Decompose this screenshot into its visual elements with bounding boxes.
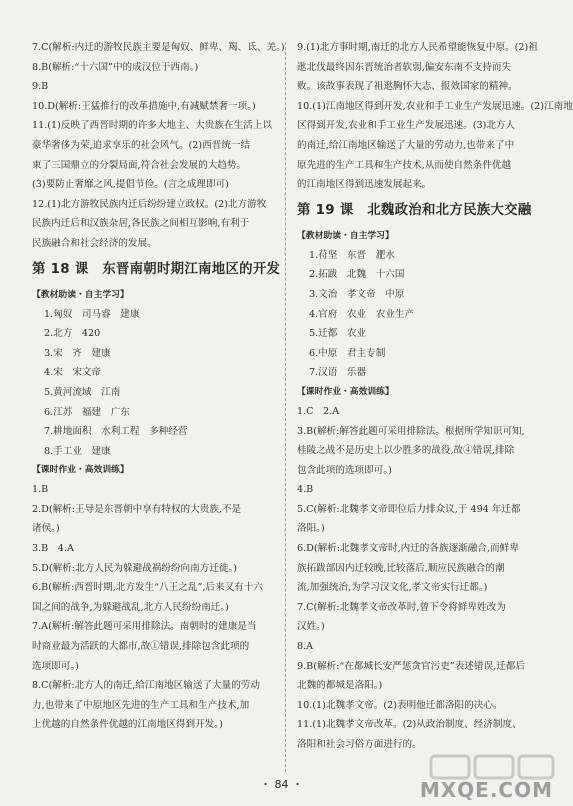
answer-line: 10.(1)江南地区得到开发,农业和手工业生产发展迅速。(2)江南地 bbox=[297, 100, 573, 112]
answer-line: 10.D(解析:王猛推行的改革措施中,有减赋禁奢一项。) bbox=[32, 100, 256, 112]
self-study-item: 8.手工业 建康 bbox=[44, 445, 111, 457]
answer-line: 8.A bbox=[297, 641, 314, 653]
answer-line: 7.C(解析:北魏孝文帝改革时,曾下令将鲜卑姓改为 bbox=[297, 601, 506, 613]
right-column bbox=[297, 38, 573, 755]
answer-line: 7.A(解析:解答此题可采用排除法。南朝时的建康是当 bbox=[32, 621, 257, 633]
column-divider bbox=[285, 42, 286, 772]
answer-line: 7.C(解析:内迁的游牧民族主要是匈奴、鲜卑、羯、氐、羌。) bbox=[32, 42, 285, 53]
answer-line: 6.B(解析:西晋时期,北方发生“八王之乱”,后来又有十六 bbox=[32, 582, 263, 594]
answer-line: 区得到开发,农业和手工业生产发展迅速。(3)北方人 bbox=[297, 120, 516, 132]
section-self-study-19: 【教材助读・自主学习】 bbox=[297, 230, 394, 241]
answer-line: 力,也带来了中原地区先进的生产工具和生产技术,加 bbox=[32, 699, 250, 711]
self-study-item: 2.拓跋 北魏 十六国 bbox=[309, 269, 405, 281]
answer-line: 民族融合和社会经济的发展。 bbox=[32, 237, 157, 249]
lesson-19-homework-answers bbox=[297, 402, 539, 755]
answer-line: 5.D(解析:北方人民为躲避战祸纷纷向南方迁徙。) bbox=[32, 562, 238, 574]
answer-line: 8.C(解析:北方人的南迁,给江南地区输送了大量的劳动 bbox=[32, 680, 260, 692]
lesson-19-title: 第 19 课 北魏政治和北方民族大交融 bbox=[297, 202, 532, 218]
self-study-item: 5.迁都 农业 bbox=[309, 328, 367, 340]
answer-line: 12.(1)北方游牧民族内迁后纷纷建立政权。(2)北方游牧 bbox=[32, 198, 267, 210]
answer-line: 北魏的都城是洛阳。) bbox=[297, 680, 383, 692]
self-study-item: 2.北方 420 bbox=[44, 328, 101, 340]
answer-line: 3.B(解析:解答此题可采用排除法。根据所学知识可知, bbox=[297, 425, 525, 437]
answer-line: 桂陵之战不是历史上以少胜多的战役,故④错误,排除 bbox=[297, 445, 515, 457]
answer-line: 原先进的生产工具和生产技术,从而使自然条件优越 bbox=[297, 159, 512, 171]
answer-line: 11.(1)北魏孝文帝改革。(2)从政治制度、经济制度、 bbox=[297, 719, 522, 731]
answer-line: 诸侯。) bbox=[32, 523, 60, 535]
answer-line: 的南迁,给江南地区输送了大量的劳动力,也带来了中 bbox=[297, 139, 515, 151]
answer-line: 4.B bbox=[297, 484, 314, 496]
answer-line: 6.D(解析:北魏孝文帝时,内迁的各族逐渐融合,而鲜卑 bbox=[297, 543, 519, 555]
answer-line: 1.B bbox=[32, 484, 49, 496]
answer-line: 败。该故事表现了祖逖胸怀大志、报效国家的精神。 bbox=[297, 81, 518, 93]
answer-line: 汉姓。) bbox=[297, 621, 325, 633]
page-number: ・ 84 ・ bbox=[260, 778, 303, 791]
lesson-19-self-study-items bbox=[297, 246, 539, 383]
lesson-18-title: 第 18 课 东晋南朝时期江南地区的开发 bbox=[32, 261, 281, 277]
answer-line: 11.(1)反映了西晋时期的许多大地主、大贵族在生活上以 bbox=[32, 120, 272, 132]
left-top-answers bbox=[32, 38, 285, 254]
self-study-item: 7.汉语 乐器 bbox=[309, 367, 367, 379]
watermark-text: MXQE.COM bbox=[419, 778, 553, 802]
answer-line: 时商业最为活跃的大都市,故①错误,排除包含此项的 bbox=[32, 641, 250, 653]
answer-line: 上优越的自然条件优越的江南地区得到开发。) bbox=[32, 719, 223, 731]
self-study-item: 4.官府 农业 农业生产 bbox=[309, 308, 415, 320]
answer-line: 1.C 2.A bbox=[297, 405, 340, 417]
answer-line: 5.C(解析:北魏孝文帝即位后力排众议,于 494 年迁都 bbox=[297, 503, 521, 515]
answer-line: 9.B bbox=[32, 81, 49, 93]
answer-line: 9.B(解析:“在都城长安严惩贪官污吏”表述错误,迁都后 bbox=[297, 660, 525, 672]
answer-line: 洛阳。) bbox=[297, 523, 325, 535]
self-study-item: 1.苻坚 东晋 淝水 bbox=[309, 249, 395, 261]
answer-line: 的江南地区得到迅速发展起来。 bbox=[297, 179, 432, 191]
section-homework-18: 【课时作业・高效训练】 bbox=[32, 465, 129, 476]
answer-line: 洛阳和社会习俗方面进行的。 bbox=[297, 739, 422, 750]
section-homework-19: 【课时作业・高效训练】 bbox=[297, 386, 394, 397]
answer-line: 民族内迁后和汉族杂居,各民族之间相互影响,有利于 bbox=[32, 218, 250, 230]
self-study-item: 6.江苏 福建 广东 bbox=[44, 406, 130, 418]
self-study-item: 6.中原 君主专制 bbox=[309, 347, 386, 359]
answer-line: 8.B(解析:“十六国”中的成汉位于西南。) bbox=[32, 61, 199, 73]
answer-line: 3.B 4.A bbox=[32, 543, 74, 555]
right-top-answers bbox=[297, 38, 573, 195]
self-study-item: 7.耕地面积 水利工程 多种经营 bbox=[44, 426, 188, 438]
answer-line: 国之间的战争,为躲避战乱,北方人民纷纷南迁。) bbox=[32, 601, 229, 613]
section-self-study-18: 【教材助读・自主学习】 bbox=[32, 289, 129, 300]
answer-line: 9.(1)北方事时期,南迁的北方人民希望能恢复中原。(2)祖 bbox=[297, 42, 538, 53]
self-study-item: 4.宋 宋文帝 bbox=[44, 367, 102, 379]
answer-line: 豪华奢侈为荣,追求享乐的社会风气。(2)西晋统一结 bbox=[32, 139, 251, 151]
answer-line: 流,加强统治,为学习汉文化,孝文帝实行迁都。) bbox=[297, 582, 488, 594]
self-study-item: 1.匈奴 司马睿 建康 bbox=[44, 308, 140, 320]
answer-line: 包含此项的选项即可。) bbox=[297, 464, 392, 476]
self-study-item: 3.宋 齐 建康 bbox=[44, 347, 111, 359]
answer-line: 10.(1)北魏孝文帝。(2)表明他迁都洛阳的决心。 bbox=[297, 699, 503, 711]
lesson-18-homework-answers bbox=[32, 480, 272, 735]
answer-line: 束了三国鼎立的分裂局面,符合社会发展的大趋势。 bbox=[32, 159, 247, 171]
answer-line: 逖北伐最终因东晋统治者软弱,偏安东南不支持而失 bbox=[297, 61, 512, 73]
self-study-item: 5.黄河流域 江南 bbox=[44, 386, 121, 398]
lesson-18-self-study-items bbox=[32, 305, 272, 462]
answer-line: 选项即可。) bbox=[32, 660, 79, 672]
answer-line: (3)要防止奢靡之风,提倡节俭。(言之成理即可) bbox=[32, 179, 229, 191]
left-column bbox=[32, 38, 285, 735]
answer-line: 2.D(解析:王导是东晋朝中享有特权的大贵族,不是 bbox=[32, 503, 242, 515]
self-study-item: 3.文治 孝文帝 中原 bbox=[309, 288, 405, 300]
answer-line: 族拓跋部因内迁较晚,比较落后,顺应民族融合的潮 bbox=[297, 562, 505, 574]
